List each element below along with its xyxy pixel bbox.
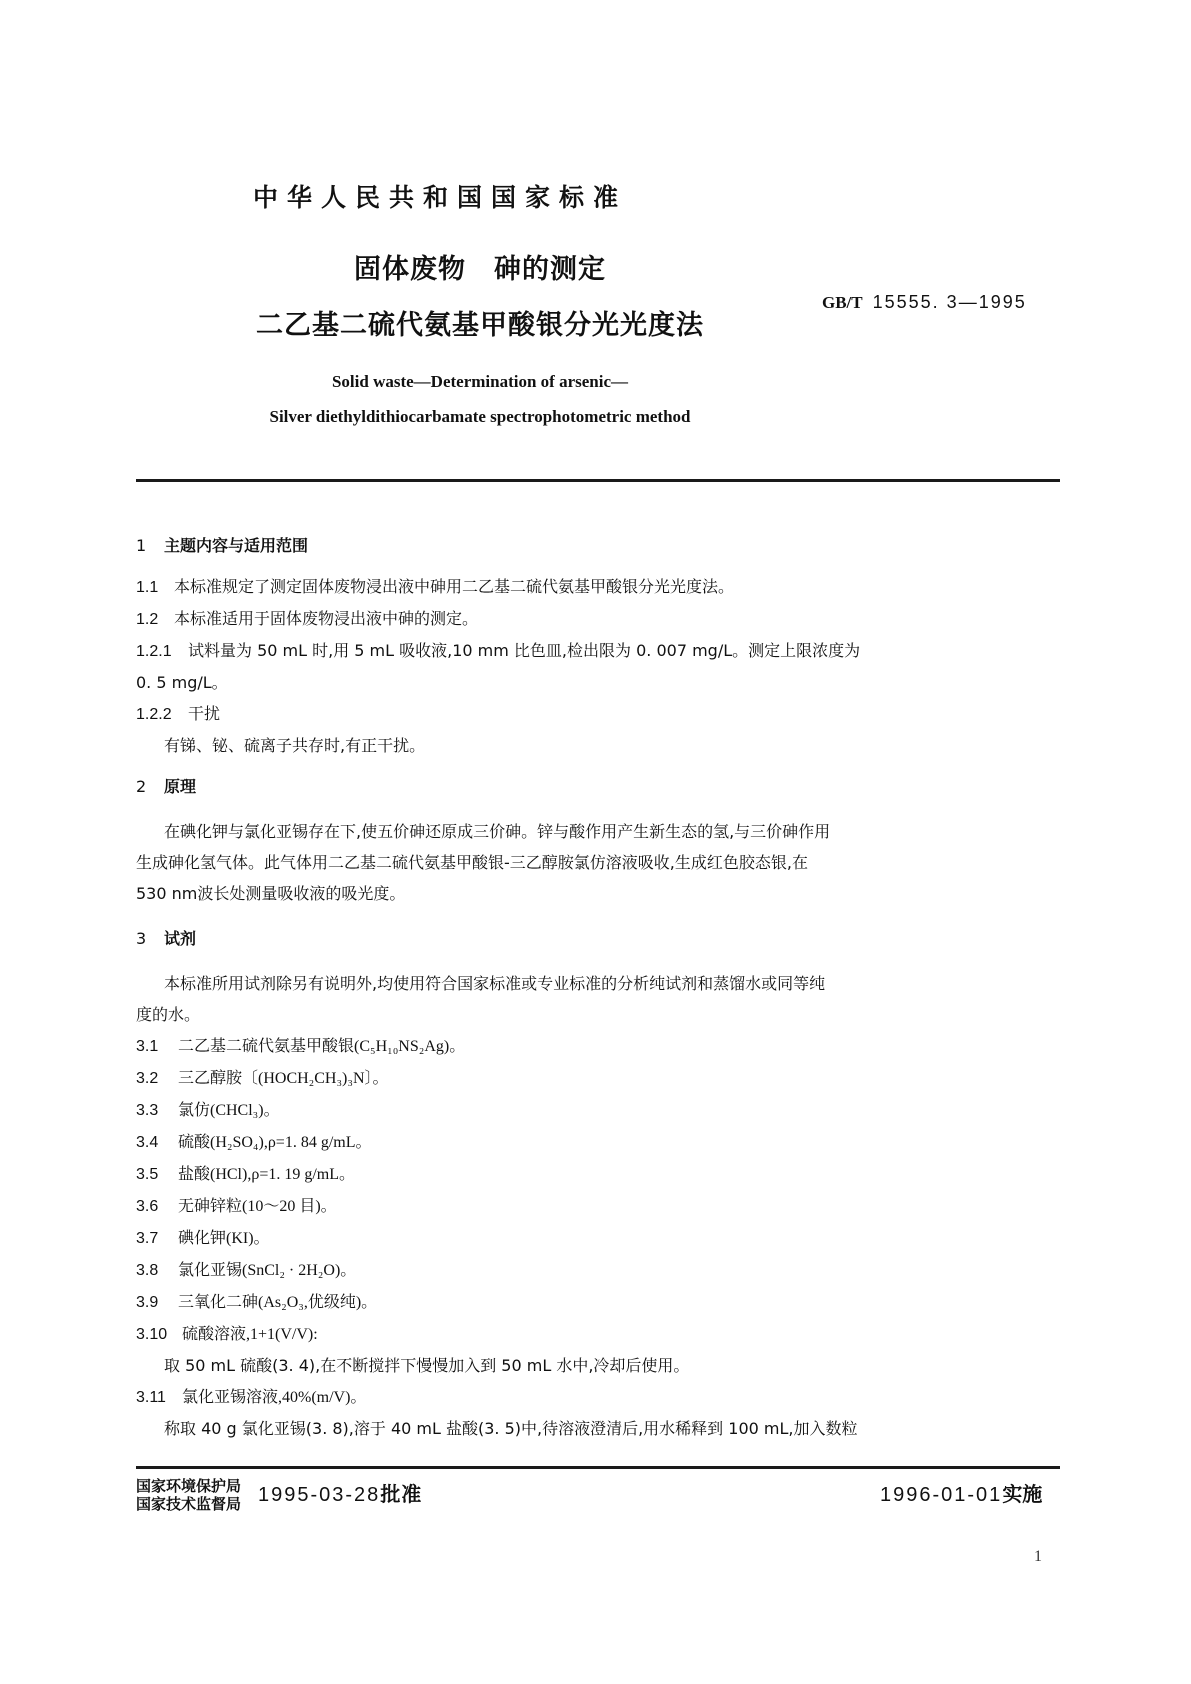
issuing-authorities (136, 1477, 241, 1513)
standard-code: 15555. 3—1995 (872, 292, 1027, 312)
approval-date: 1995-03-28批准 (258, 1482, 423, 1506)
page-number: 1 (1034, 1548, 1042, 1565)
title-cn-line1: 固体废物 砷的测定 (354, 254, 606, 285)
header-divider (136, 479, 1060, 482)
clause-1-2-2: 1.2.2 干扰 (136, 704, 221, 723)
section-3-heading: 3 试剂 (136, 929, 197, 948)
clause-1-2-2-detail: 有锑、铋、硫离子共存时,有正干扰。 (164, 736, 426, 755)
reagent-item: 3.11 氯化亚锡溶液,40%(m/V)。 (136, 1389, 367, 1406)
reagents-intro-line1: 本标准所用试剂除另有说明外,均使用符合国家标准或专业标准的分析纯试剂和蒸馏水或同等纯 (164, 974, 826, 993)
principle-line1: 在碘化钾与氯化亚锡存在下,使五价砷还原成三价砷。锌与酸作用产生新生态的氢,与三价砷作用 (164, 822, 831, 841)
section-2-heading: 2 原理 (136, 777, 197, 796)
reagent-item-detail: 取 50 mL 硫酸(3. 4),在不断搅拌下慢慢加入到 50 mL 水中,冷却后使用。 (164, 1356, 690, 1375)
title-en-line1: Solid waste—Determination of arsenic— (331, 372, 629, 391)
implementation-date: 1996-01-01实施 (880, 1482, 1043, 1506)
title-cn-line2: 二乙基二硫代氨基甲酸银分光光度法 (256, 310, 704, 341)
document-body (136, 530, 1060, 1444)
reagent-item: 3.5 盐酸(HCl),ρ=1. 19 g/mL。 (136, 1166, 356, 1183)
reagent-item: 3.1 二乙基二硫代氨基甲酸银(C₅H₁₀NS₂Ag)。 (136, 1038, 466, 1055)
principle-line2: 生成砷化氢气体。此气体用二乙基二硫代氨基甲酸银-三乙醇胺氯仿溶液吸收,生成红色胶态银,在 (136, 853, 808, 872)
issuing-authority: 国家技术监督局 (136, 1495, 242, 1513)
clause-1-2-1: 1.2.1 试料量为 50 mL 时,用 5 mL 吸收液,10 mm 比色皿,检出限为 0. 007 mg/L。测定上限浓度为 (136, 641, 861, 660)
clause-1-2-1-cont: 0. 5 mg/L。 (136, 673, 228, 692)
document-header-org: 中华人民共和国国家标准 (252, 183, 627, 212)
issuing-authority: 国家环境保护局 (136, 1477, 242, 1495)
reagent-item-detail: 称取 40 g 氯化亚锡(3. 8),溶于 40 mL 盐酸(3. 5)中,待溶液澄清后,用水稀释到 100 mL,加入数粒 (164, 1419, 858, 1438)
reagent-item: 3.7 碘化钾(KI)。 (136, 1230, 270, 1247)
footer-divider (136, 1466, 1060, 1469)
reagents-intro-line2: 度的水。 (136, 1005, 201, 1024)
reagent-item: 3.8 氯化亚锡(SnCl₂ · 2H₂O)。 (136, 1262, 357, 1279)
standard-number (822, 292, 1027, 313)
reagent-item: 3.10 硫酸溶液,1+1(V/V): (136, 1326, 318, 1343)
principle-line3: 530 nm波长处测量吸收液的吸光度。 (136, 884, 406, 903)
reagent-item: 3.6 无砷锌粒(10～20 目)。 (136, 1198, 337, 1215)
reagent-item: 3.3 氯仿(CHCl₃)。 (136, 1102, 280, 1119)
reagent-item: 3.2 三乙醇胺〔(HOCH₂CH₃)₃N〕。 (136, 1070, 389, 1087)
clause-1-1: 1.1 本标准规定了测定固体废物浸出液中砷用二乙基二硫代氨基甲酸银分光光度法。 (136, 577, 735, 596)
title-en-line2: Silver diethyldithiocarbamate spectrophotometric method (269, 407, 691, 426)
reagent-item: 3.4 硫酸(H₂SO₄),ρ=1. 84 g/mL。 (136, 1134, 372, 1151)
standard-prefix: GB/T (822, 293, 863, 312)
reagent-item: 3.9 三氧化二砷(As₂O₃,优级纯)。 (136, 1294, 378, 1311)
section-1-heading: 1 主题内容与适用范围 (136, 536, 309, 555)
clause-1-2: 1.2 本标准适用于固体废物浸出液中砷的测定。 (136, 609, 479, 628)
